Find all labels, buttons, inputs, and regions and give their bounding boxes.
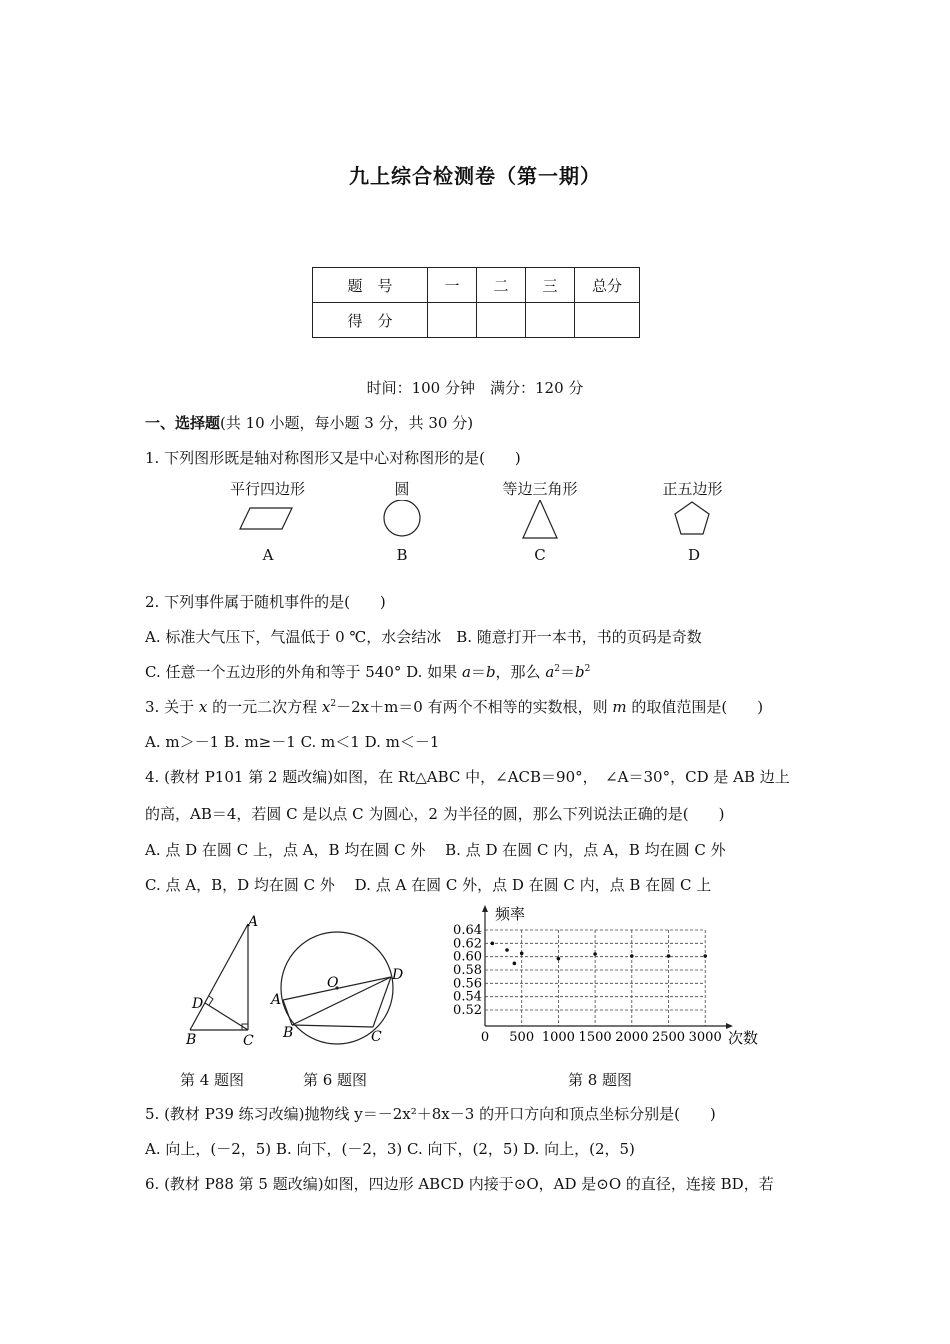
x-axis-label: 次数: [728, 1029, 759, 1047]
section1-heading: [145, 413, 473, 433]
pentagon-shape: [675, 502, 709, 534]
q3-stem: 3. 关于 x 的一元二次方程 $x^2-2x+m=0$ 有两个不相等的实数根，则 m 的取值范围是( ): [145, 698, 764, 716]
y-tick-label: 0.62: [453, 936, 482, 952]
data-point: [505, 948, 509, 952]
q5-stem: 5. (教材 P39 练习改编)抛物线 y＝－2x²＋8x－3 的开口方向和顶点坐标分别是( ): [145, 1105, 716, 1123]
fig6-label-o: O: [327, 975, 339, 991]
score-input-cell[interactable]: [477, 303, 526, 338]
fig6-label-c: C: [371, 1029, 382, 1045]
fig8-caption: 第 8 题图: [567, 1071, 633, 1089]
y-tick-label: 0.54: [453, 989, 482, 1005]
data-point: [557, 957, 561, 961]
origin-label: 0: [480, 1030, 490, 1045]
score-row-label: 得 分: [313, 303, 428, 338]
fig6-label-d: D: [392, 967, 404, 983]
x-tick-label: 2000: [615, 1030, 649, 1045]
triangle-shape: [523, 500, 557, 538]
score-input-cell[interactable]: [526, 303, 575, 338]
q2-option-d: D. 如果 a＝b，那么 $a^2=b^2$: [406, 663, 591, 681]
y-tick-label: 0.56: [453, 976, 482, 992]
score-table-header-row: [313, 268, 640, 303]
fig8-chart: [440, 898, 770, 1053]
q1-shape-label-d: 正五边形: [662, 480, 723, 498]
q2-option-c: C. 任意一个五边形的外角和等于 540°: [145, 663, 402, 681]
fig6-label-b: B: [283, 1025, 294, 1041]
x-tick-label: 500: [509, 1030, 535, 1045]
x-tick-label: 1000: [541, 1030, 575, 1045]
q1-option-d: D: [687, 546, 701, 564]
fig4-diagram: [180, 910, 270, 1050]
q1-option-b: B: [396, 546, 408, 564]
fig6-caption: 第 6 题图: [302, 1071, 368, 1089]
score-input-cell[interactable]: [428, 303, 477, 338]
score-header-cell: 一: [428, 268, 477, 303]
q2-option-b: B. 随意打开一本书，书的页码是奇数: [456, 628, 702, 646]
data-point: [513, 962, 517, 966]
q1-shape-label-a: 平行四边形: [229, 480, 305, 498]
fig4-caption: 第 4 题图: [179, 1071, 245, 1089]
score-table: [312, 267, 640, 338]
y-tick-label: 0.52: [453, 1003, 482, 1018]
q4-option-ab: A. 点 D 在圆 C 上，点 A，B 均在圆 C 外 B. 点 D 在圆 C 内，点 A，B 均在圆 C 外: [145, 841, 726, 859]
x-tick-label: 2500: [651, 1030, 686, 1045]
q2-option-a: A. 标准大气压下，气温低于 0 ℃，水会结冰: [145, 628, 442, 646]
q1-stem: 1. 下列图形既是轴对称图形又是中心对称图形的是( ): [145, 449, 521, 467]
x-tick-label: 1500: [578, 1030, 612, 1045]
score-header-cell: 三: [526, 268, 575, 303]
data-point: [703, 954, 707, 958]
section1-title: 一、选择题: [145, 414, 221, 432]
q2-options-ab: [145, 627, 702, 647]
q1-option-a: A: [262, 546, 274, 564]
data-point: [491, 942, 495, 946]
q4-option-cd: C. 点 A，B，D 均在圆 C 外 D. 点 A 在圆 C 外，点 D 在圆 C 内，点 B 在圆 C 上: [145, 876, 712, 894]
data-point: [667, 954, 671, 958]
page-title: 九上综合检测卷（第一期）: [349, 164, 601, 188]
q1-shape-label-b: 圆: [394, 480, 410, 498]
fig4-label-a: A: [248, 914, 259, 930]
q4-line1: 4. (教材 P101 第 2 题改编)如图，在 Rt△ABC 中，∠ACB＝90°， ∠A＝30°，CD 是 AB 边上: [145, 768, 790, 786]
fig6-label-a: A: [271, 992, 282, 1008]
score-header-cell: 题 号: [313, 268, 428, 303]
q5-options: A. 向上，(－2，5) B. 向下，(－2，3) C. 向下，(2，5) D. 向上，(2，5): [145, 1140, 635, 1158]
x-tick-label: 3000: [688, 1030, 722, 1045]
score-header-cell: 二: [477, 268, 526, 303]
section1-note: (共 10 小题，每小题 3 分，共 30 分): [220, 414, 474, 432]
score-header-cell: 总分: [575, 268, 640, 303]
circle-shape: [384, 500, 420, 536]
data-point: [593, 952, 597, 956]
fig4-label-c: C: [243, 1033, 254, 1049]
data-point: [630, 954, 634, 958]
fig4-label-b: B: [186, 1032, 197, 1048]
q6-stem: 6. (教材 P88 第 5 题改编)如图，四边形 ABCD 内接于⊙O，AD 是⊙O 的直径，连接 BD，若: [145, 1175, 774, 1193]
q1-shapes: [230, 500, 730, 545]
y-tick-label: 0.58: [453, 963, 482, 978]
q2-stem: 2. 下列事件属于随机事件的是( ): [145, 593, 386, 611]
score-table-score-row: [313, 303, 640, 338]
q3-options: A. m＞－1 B. m≥－1 C. m＜1 D. m＜－1: [145, 733, 440, 751]
y-axis-label: 频率: [495, 905, 526, 923]
data-point: [520, 952, 524, 956]
time-info: 时间：100 分钟 满分：120 分: [366, 379, 584, 397]
score-input-cell[interactable]: [575, 303, 640, 338]
q2-options-cd: [145, 662, 590, 682]
q1-shape-label-c: 等边三角形: [502, 480, 578, 498]
fig6-diagram: [265, 905, 415, 1050]
y-tick-label: 0.64: [453, 923, 482, 938]
parallelogram-shape: [240, 508, 292, 529]
y-tick-label: 0.60: [453, 949, 482, 965]
q1-option-c: C: [534, 546, 546, 564]
q4-line2: 的高，AB＝4，若圆 C 是以点 C 为圆心，2 为半径的圆，那么下列说法正确的是( ): [145, 805, 725, 823]
fig4-label-d: D: [192, 996, 204, 1012]
y-axis-arrow: [482, 905, 488, 912]
